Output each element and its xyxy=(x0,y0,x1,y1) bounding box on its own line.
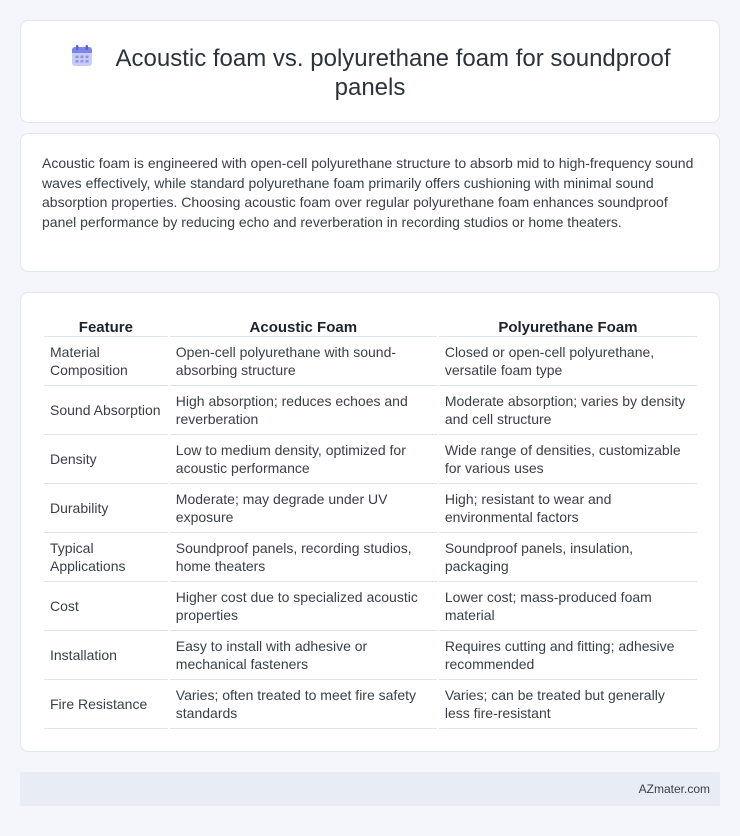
acoustic-cell: Varies; often treated to meet fire safety standards xyxy=(170,680,437,729)
table-row xyxy=(44,582,697,631)
acoustic-cell: Moderate; may degrade under UV exposure xyxy=(170,484,437,533)
feature-cell: Installation xyxy=(44,631,168,680)
acoustic-cell: Low to medium density, optimized for acoustic performance xyxy=(170,435,437,484)
polyurethane-cell: High; resistant to wear and environmental factors xyxy=(439,484,697,533)
comparison-table xyxy=(42,315,699,729)
table-row xyxy=(44,337,697,386)
acoustic-cell: High absorption; reduces echoes and reverberation xyxy=(170,386,437,435)
table-row xyxy=(44,680,697,729)
acoustic-cell: Soundproof panels, recording studios, home theaters xyxy=(170,533,437,582)
polyurethane-cell: Varies; can be treated but generally less fire-resistant xyxy=(439,680,697,729)
polyurethane-cell: Closed or open-cell polyurethane, versatile foam type xyxy=(439,337,697,386)
polyurethane-cell: Wide range of densities, customizable for various uses xyxy=(439,435,697,484)
comparison-card xyxy=(20,292,720,752)
polyurethane-cell: Soundproof panels, insulation, packaging xyxy=(439,533,697,582)
feature-cell: Density xyxy=(44,435,168,484)
header-feature: Feature xyxy=(44,315,168,337)
title-text: Acoustic foam vs. polyurethane foam for soundproof panels xyxy=(115,45,671,101)
calendar-icon xyxy=(70,44,94,68)
feature-cell: Durability xyxy=(44,484,168,533)
table-row xyxy=(44,631,697,680)
title-card xyxy=(20,20,720,123)
intro-paragraph: Acoustic foam is engineered with open-cell polyurethane structure to absorb mid to high-frequency sound waves effectively, while standard polyurethane foam primarily offers cushioning with minimal sound absorption properties. Choosing acoustic foam over regular polyurethane foam enhances soundproof panel performance by reducing echo and reverberation in recording studios or home theaters. xyxy=(42,155,694,230)
acoustic-cell: Open-cell polyurethane with sound-absorbing structure xyxy=(170,337,437,386)
acoustic-cell: Higher cost due to specialized acoustic properties xyxy=(170,582,437,631)
header-polyurethane-foam: Polyurethane Foam xyxy=(439,315,697,337)
polyurethane-cell: Requires cutting and fitting; adhesive recommended xyxy=(439,631,697,680)
feature-cell: Typical Applications xyxy=(44,533,168,582)
feature-cell: Sound Absorption xyxy=(44,386,168,435)
page-title xyxy=(61,44,679,102)
footer-bar xyxy=(20,772,720,806)
feature-cell: Material Composition xyxy=(44,337,168,386)
table-row xyxy=(44,386,697,435)
footer-brand[interactable]: AZmater.com xyxy=(638,782,710,796)
table-row xyxy=(44,484,697,533)
polyurethane-cell: Lower cost; mass-produced foam material xyxy=(439,582,697,631)
table-row xyxy=(44,533,697,582)
header-acoustic-foam: Acoustic Foam xyxy=(170,315,437,337)
acoustic-cell: Easy to install with adhesive or mechanical fasteners xyxy=(170,631,437,680)
table-row xyxy=(44,435,697,484)
polyurethane-cell: Moderate absorption; varies by density and cell structure xyxy=(439,386,697,435)
feature-cell: Cost xyxy=(44,582,168,631)
intro-card xyxy=(20,133,720,272)
feature-cell: Fire Resistance xyxy=(44,680,168,729)
table-header-row xyxy=(44,315,697,337)
